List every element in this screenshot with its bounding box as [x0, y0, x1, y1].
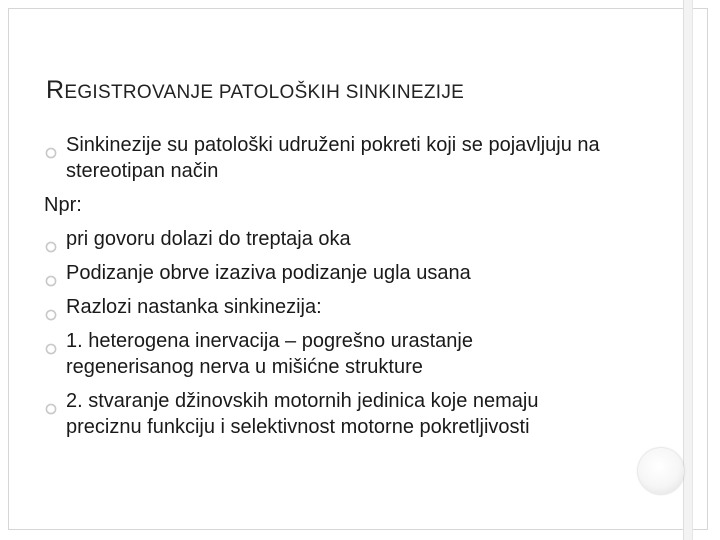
bullet-text: Podizanje obrve izaziva podizanje ugla usana [66, 262, 471, 284]
slide-body [44, 132, 604, 448]
bullet-item-2 [44, 226, 604, 252]
bullet-item-5 [44, 328, 604, 380]
title-rest: EGISTROVANJE PATOLOŠKIH SINKINEZIJE [64, 82, 465, 103]
circle-bullet-icon [45, 140, 57, 166]
slide-title [46, 76, 464, 105]
bullet-text: pri govoru dolazi do treptaja oka [66, 228, 351, 250]
circle-bullet-icon [45, 336, 57, 362]
bullet-text: Razlozi nastanka sinkinezija: [66, 296, 322, 318]
bullet-item-4 [44, 294, 604, 320]
bullet-item-3 [44, 260, 604, 286]
circle-bullet-icon [45, 396, 57, 422]
bullet-text: 1. heterogena inervacija – pogrešno urastanje regenerisanog nerva u mišićne strukture [66, 330, 473, 378]
bullet-text: Sinkinezije su patološki udruženi pokreti koji se pojavljuju na stereotipan način [66, 134, 600, 182]
bullet-text: 2. stvaranje džinovskih motornih jedinica koje nemaju preciznu funkciju i selektivnost motorne pokretljivosti [66, 390, 539, 438]
bullet-item-6 [44, 388, 604, 440]
circle-bullet-icon [45, 234, 57, 260]
bullet-item-1 [44, 132, 604, 184]
title-initial: R [46, 76, 65, 104]
decorative-rail [683, 0, 693, 540]
circle-bullet-icon [45, 268, 57, 294]
example-label: Npr: [44, 194, 82, 216]
circle-bullet-icon [45, 302, 57, 328]
decorative-circle [638, 448, 684, 494]
